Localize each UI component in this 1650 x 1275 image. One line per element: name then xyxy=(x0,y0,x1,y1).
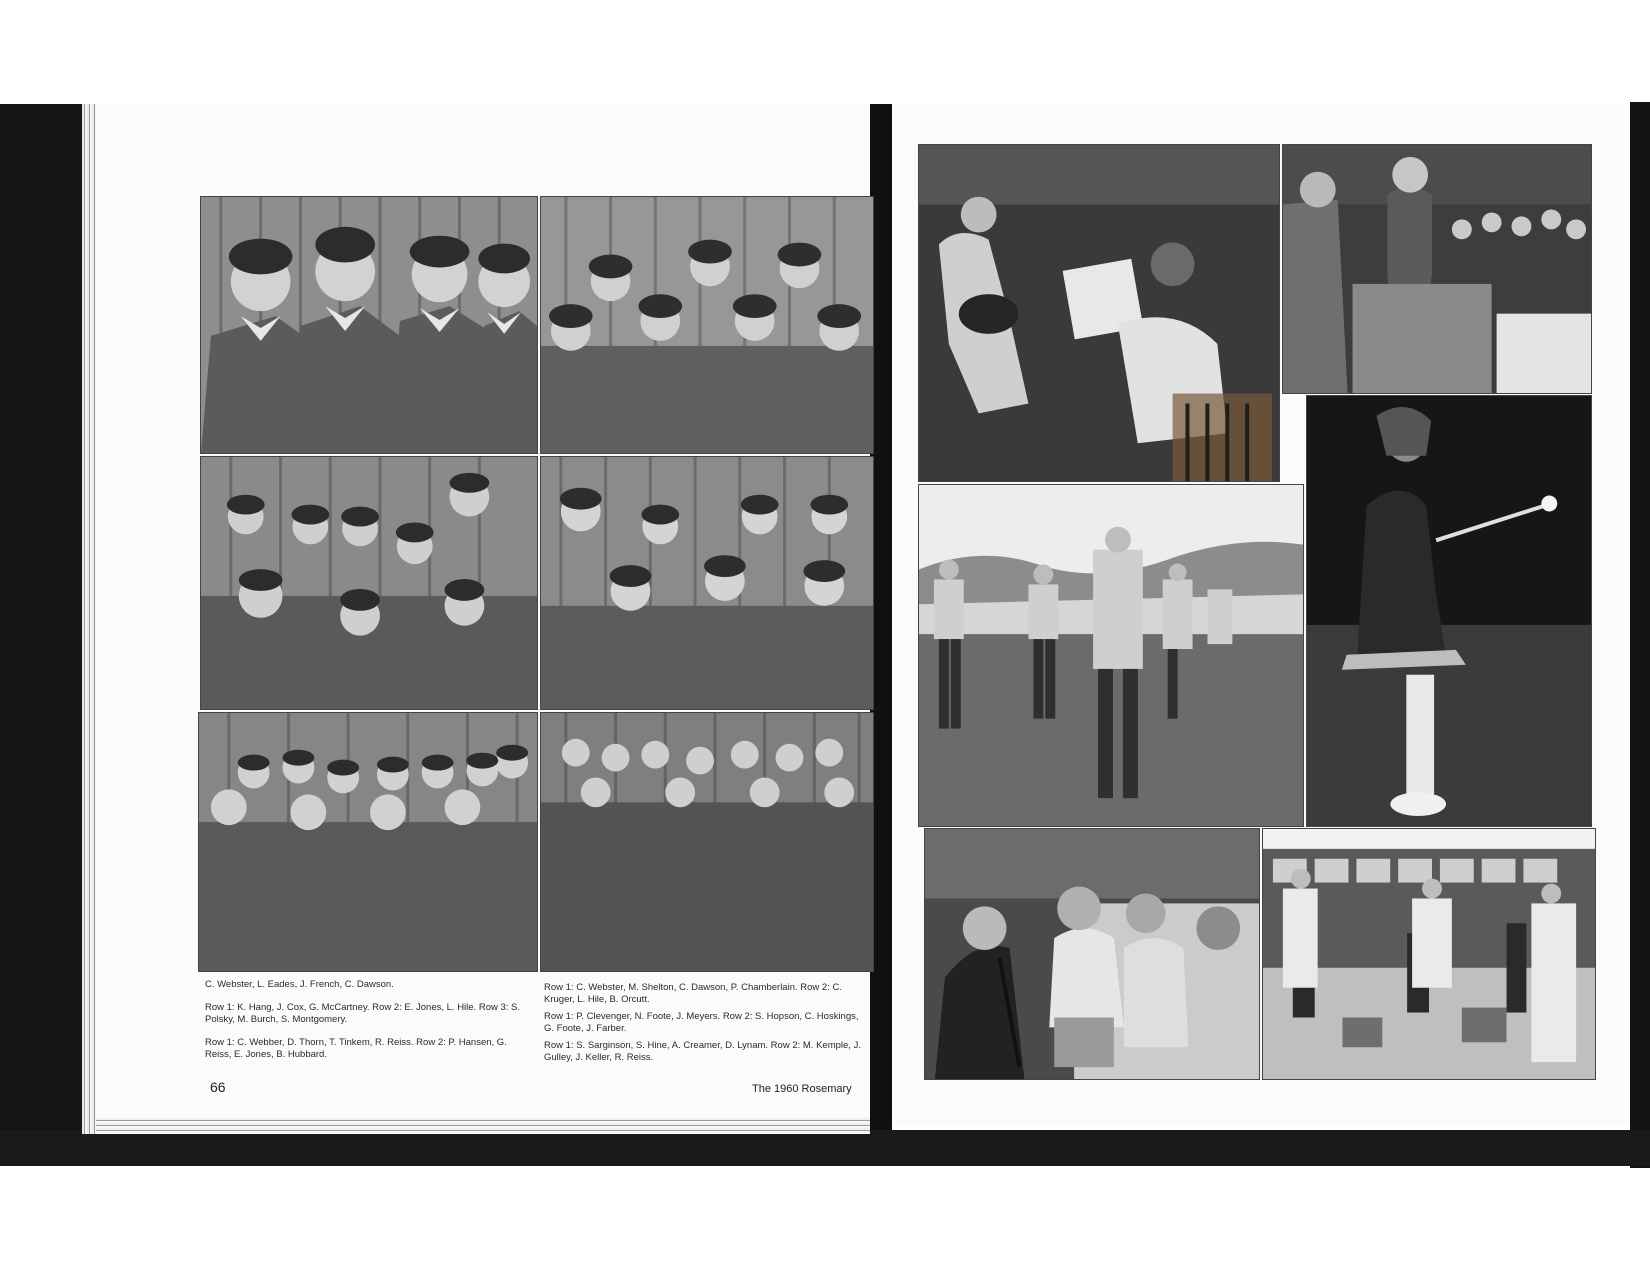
caption-photo-3: Row 1: K. Hang, J. Cox, G. McCartney. Row 2: E. Jones, L. Hile. Row 3: S. Polsky, M. Burch, S. Montgomery. xyxy=(205,1002,521,1025)
caption-photo-1: C. Webster, L. Eades, J. French, C. Dawson. xyxy=(205,979,394,990)
page-stack-bottom-edges xyxy=(96,1118,870,1132)
scan-background-right xyxy=(1630,102,1650,1168)
caption-photo-4: Row 1: P. Clevenger, N. Foote, J. Meyers. Row 2: S. Hopson, C. Hoskings, G. Foote, J. Farber. xyxy=(544,1011,859,1034)
scan-background-left xyxy=(0,104,82,1166)
bus-sign: Swallow Lines xyxy=(1322,835,1404,851)
choir-photo-6 xyxy=(540,712,874,972)
bus-trip-photo xyxy=(1262,828,1596,1080)
choir-photo-3 xyxy=(200,456,538,710)
clarinet-players-photo xyxy=(924,828,1260,1080)
caption-photo-6: Row 1: S. Sarginson, S. Hine, A. Creamer, D. Lynam. Row 2: M. Kemple, J. Gulley, J. Keller, R. Reiss. xyxy=(544,1040,861,1063)
majorette-photo xyxy=(1306,395,1592,827)
choir-photo-4 xyxy=(540,456,874,710)
page-number: 66 xyxy=(210,1079,226,1095)
marching-drill-photo xyxy=(918,484,1304,827)
band-practice-photo xyxy=(918,144,1280,482)
choir-photo-2 xyxy=(540,196,874,454)
caption-photo-5: Row 1: C. Webber, D. Thorn, T. Tinkem, R. Reiss. Row 2: P. Hansen, G. Reiss, E. Jones, B. Hubbard. xyxy=(205,1037,507,1060)
caption-photo-2: Row 1: C. Webster, M. Shelton, C. Dawson, P. Chamberlain. Row 2: C. Kruger, L. Hile, B. Orcutt. xyxy=(544,982,842,1005)
scan-background-bottom xyxy=(0,1130,1650,1166)
choir-photo-1 xyxy=(200,196,538,454)
choir-photo-5 xyxy=(198,712,538,972)
band-director-photo xyxy=(1282,144,1592,394)
yearbook-running-title: The 1960 Rosemary xyxy=(752,1083,852,1095)
